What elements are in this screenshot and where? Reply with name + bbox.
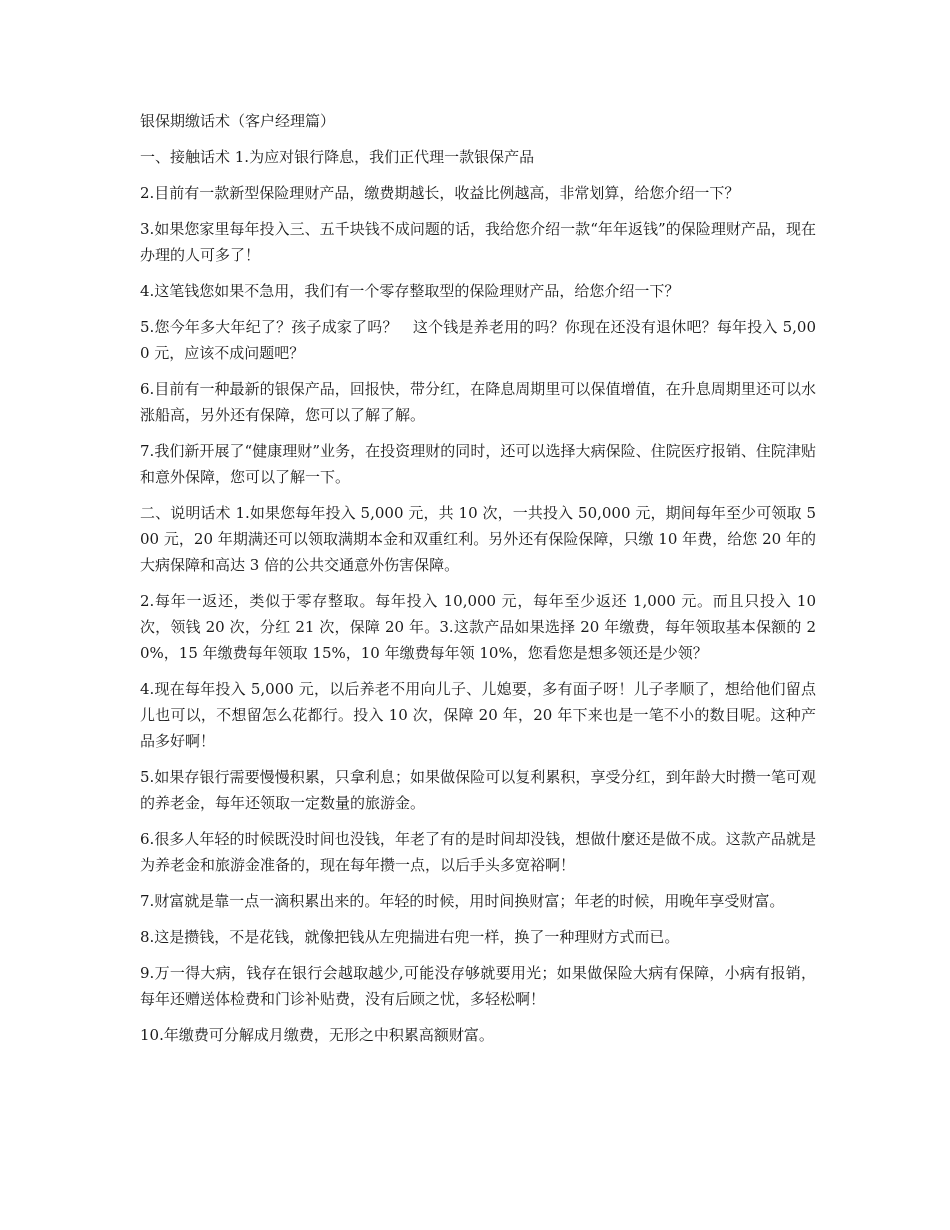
document-page: [140, 108, 816, 1058]
paragraph: 8.这是攒钱，不是花钱，就像把钱从左兜揣进右兜一样，换了一种理财方式而已。: [140, 928, 680, 946]
paragraph: 10.年缴费可分解成月缴费，无形之中积累高额财富。: [140, 1026, 494, 1044]
paragraph: 5.如果存银行需要慢慢积累，只拿利息；如果做保险可以复利累积，享受分红，到年龄大时攒一笔可观的养老金，每年还领取一定数量的旅游金。: [140, 768, 816, 812]
paragraph-explanation-intro: 二、说明话术 1.如果您每年投入 5,000 元，共 10 次，一共投入 50,000 元，期间每年至少可领取 500 元，20 年期满还可以领取满期本金和双重红利。另外还有保险保障，只缴 10 年费，给您 20 年的大病保障和高达 3 倍的公共交通意外伤害保障。: [140, 504, 816, 574]
paragraph: 2.每年一返还，类似于零存整取。每年投入 10,000 元，每年至少返还 1,000 元。而且只投入 10 次，领钱 20 次，分红 21 次，保障 20 年。3.这款产品如果选择 20 年缴费，每年领取基本保额的 20%，15 年缴费每年领取 15%，10 年缴费每年领 10%，您看您是想多领还是少领？: [140, 592, 816, 662]
paragraph: 2.目前有一款新型保险理财产品，缴费期越长，收益比例越高，非常划算，给您介绍一下？: [140, 184, 740, 202]
paragraph: 9.万一得大病，钱存在银行会越取越少,可能没存够就要用光；如果做保险大病有保障，小病有报销，每年还赠送体检费和门诊补贴费，没有后顾之忧，多轻松啊！: [140, 964, 816, 1008]
paragraph: 5.您今年多大年纪了？孩子成家了吗？ 这个钱是养老用的吗？你现在还没有退休吧？每年投入 5,000 元，应该不成问题吧？: [140, 318, 816, 362]
paragraph: 4.现在每年投入 5,000 元，以后养老不用向儿子、儿媳要，多有面子呀！儿子孝顺了，想给他们留点儿也可以，不想留怎么花都行。投入 10 次，保障 20 年，20 年下来也是一笔不小的数目呢。这种产品多好啊！: [140, 680, 816, 750]
paragraph: 6.目前有一种最新的银保产品，回报快，带分红，在降息周期里可以保值增值，在升息周期里还可以水涨船高，另外还有保障，您可以了解了解。: [140, 380, 816, 424]
paragraph: 6.很多人年轻的时候既没时间也没钱，年老了有的是时间却没钱，想做什麼还是做不成。这款产品就是为养老金和旅游金准备的，现在每年攒一点，以后手头多宽裕啊！: [140, 830, 816, 874]
paragraph: 3.如果您家里每年投入三、五千块钱不成问题的话，我给您介绍一款“年年返钱”的保险理财产品，现在办理的人可多了！: [140, 220, 816, 264]
paragraph-contact-intro: 一、接触话术 1.为应对银行降息，我们正代理一款银保产品: [140, 148, 535, 166]
paragraph: 4.这笔钱您如果不急用，我们有一个零存整取型的保险理财产品，给您介绍一下？: [140, 282, 680, 300]
paragraph: 7.财富就是靠一点一滴积累出来的。年轻的时候，用时间换财富；年老的时候，用晚年享受财富。: [140, 892, 785, 910]
paragraph: 7.我们新开展了“健康理财”业务，在投资理财的同时，还可以选择大病保险、住院医疗报销、住院津贴和意外保障，您可以了解一下。: [140, 442, 816, 486]
document-title: 银保期缴话术（客户经理篇）: [140, 112, 336, 130]
